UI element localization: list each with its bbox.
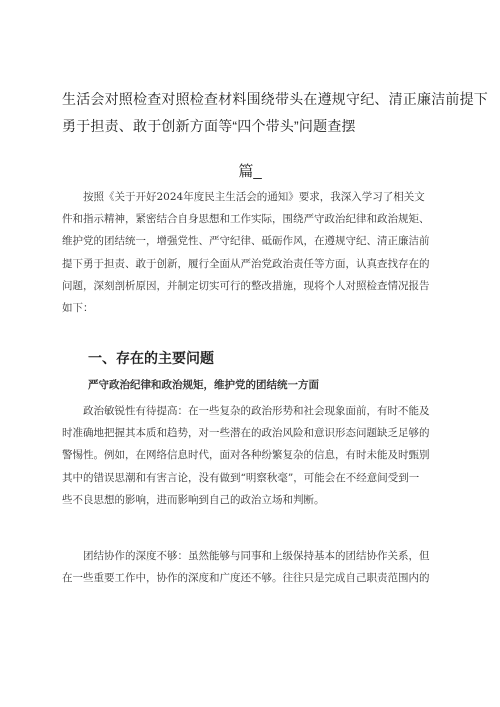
paragraph-political-sensitivity [62, 400, 444, 511]
text-line: 些不良思想的影响，进而影响到自己的政治立场和判断。 [62, 493, 325, 506]
paragraph-teamwork [62, 545, 444, 589]
text-line: 提下勇于担责、敢于创新，履行全面从严治党政治责任等方面，认真查找存在的 [62, 257, 430, 270]
text-line: 件和指示精神，紧密结合自身思想和工作实际，围绕严守政治纪律和政治规矩、 [62, 213, 430, 226]
title-line: 生活会对照检查对照检查材料围绕带头在遵规守纪、清正廉洁前提下 [62, 91, 488, 107]
text-line: 问题，深刻剖析原因，并制定切实可行的整改措施，现将个人对照检查情况报告 [62, 279, 430, 292]
subsection-heading: 严守政治纪律和政治规矩，维护党的团结统一方面 [88, 379, 319, 391]
text-line: 警惕性。例如，在网络信息时代，面对各种纷繁复杂的信息，有时未能及时甄别 [62, 449, 430, 462]
intro-paragraph [62, 186, 444, 319]
text-line: 在一些重要工作中，协作的深度和广度还不够。往往只是完成自己职责范围内的 [62, 572, 430, 585]
section-heading: 一、存在的主要问题 [88, 350, 214, 366]
document-title [62, 86, 488, 140]
document-subtitle: 篇_ [238, 163, 262, 180]
title-line: 勇于担责、敢于创新方面等“四个带头”问题查摆 [62, 118, 356, 134]
text-line: 政治敏锐性有待提高：在一些复杂的政治形势和社会现象面前，有时不能及 [83, 405, 430, 417]
text-line: 维护党的团结统一，增强党性、严守纪律、砥砺作风，在遵规守纪、清正廉洁前 [62, 235, 430, 248]
text-line: 团结协作的深度不够：虽然能够与同事和上级保持基本的团结协作关系，但 [83, 550, 430, 562]
text-line: 其中的错误思潮和有害言论，没有做到“明察秋毫”，可能会在不经意间受到一 [62, 471, 420, 484]
text-line: 时准确地把握其本质和趋势，对一些潜在的政治风险和意识形态问题缺乏足够的 [62, 427, 430, 440]
text-line: 按照《关于开好2024年度民主生活会的通知》要求，我深入学习了相关文 [83, 191, 425, 203]
text-line: 如下： [62, 302, 94, 315]
